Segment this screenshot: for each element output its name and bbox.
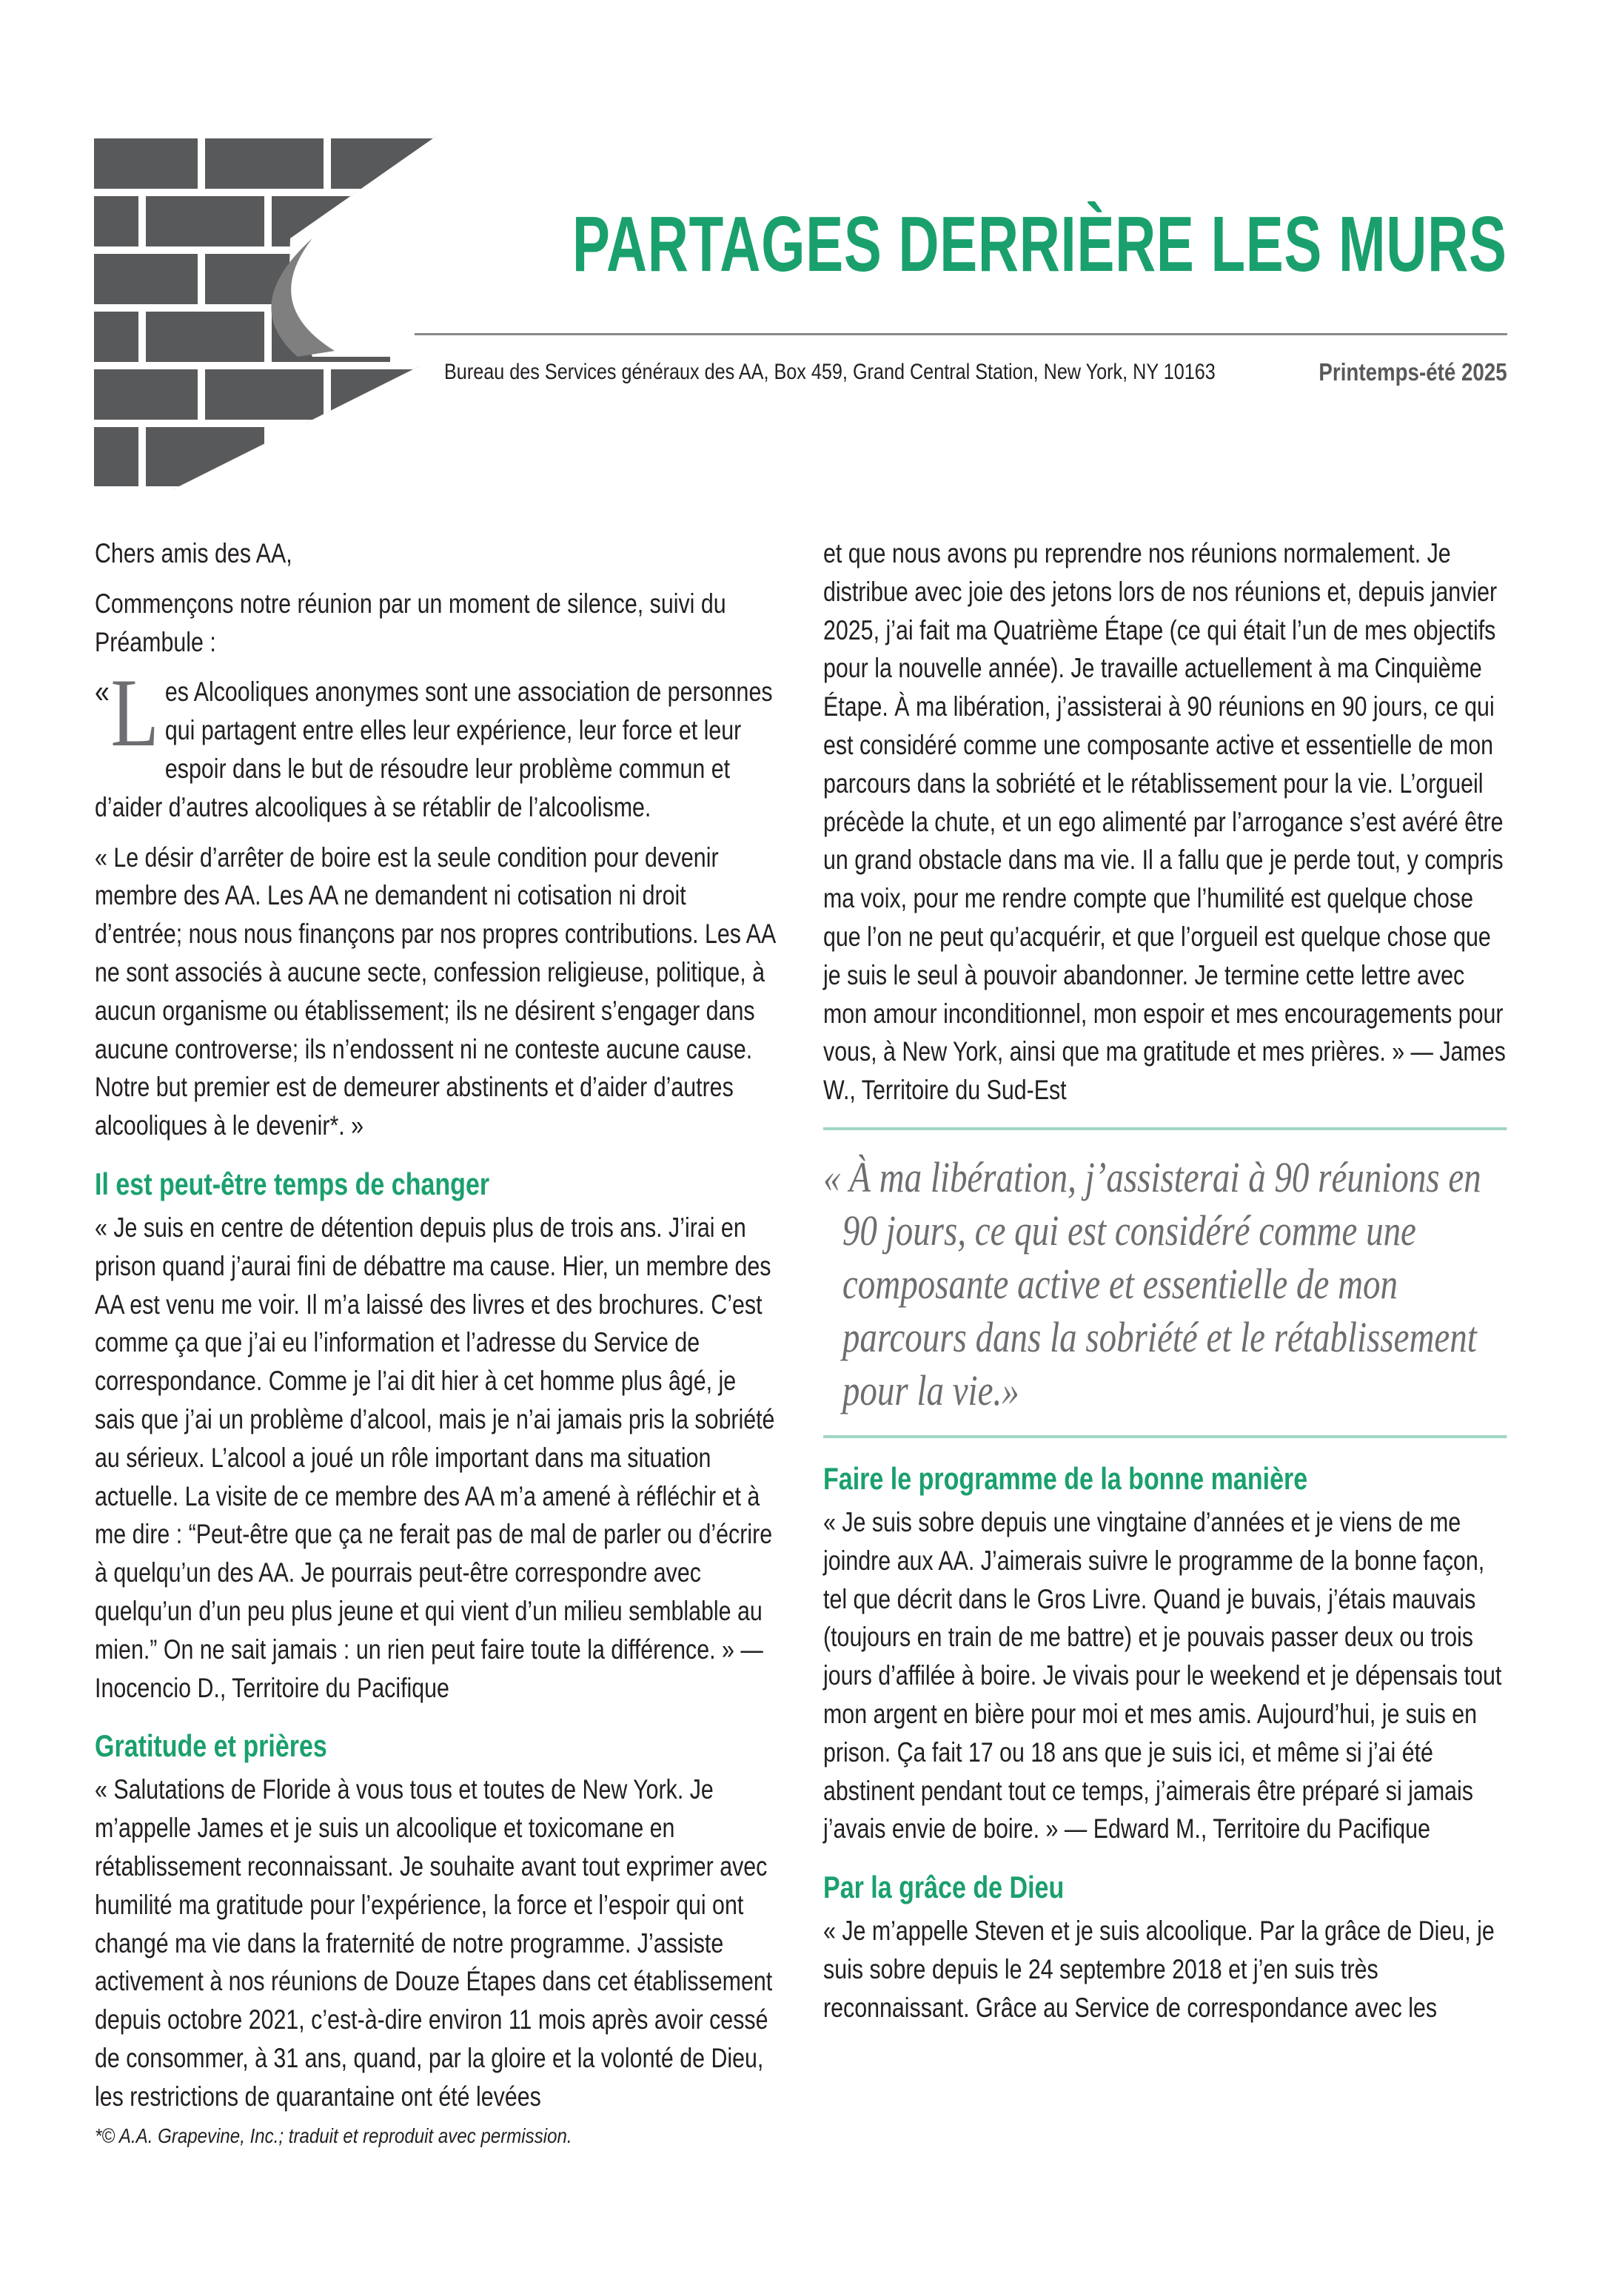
section-body: « Je suis sobre depuis une vingtaine d’années et je viens de me joindre aux AA. J’aimerais suivre le programme de la bonne façon, tel que décrit dans le Gros Livre. Quand je buvais, j’étais mauvais (toujours en train de me battre) et je pouvais passer deux ou trois jours d’affilée à boire. Je vivais pour le weekend et je dépensais tout mon argent en bière pour moi et mes amis. Aujourd’hui, je suis en prison. Ça fait 17 ou 18 ans que je suis ici, et même si j’ai été abstinent pendant tout ce temps, j’aimerais être préparé si jamais j’avais envie de boire. » — Edward M., Territoire du Pacifique	[823, 1506, 1502, 1844]
intro-text: Commençons notre réunion par un moment de silence, suivi du Préambule :	[95, 587, 726, 657]
section-heading: Par la grâce de Dieu	[823, 1870, 1065, 1905]
section-heading: Il est peut-être temps de changer	[95, 1166, 490, 1201]
drop-cap: L	[110, 658, 159, 768]
left-column	[95, 534, 779, 2127]
section-heading: Gratitude et prières	[95, 1728, 327, 1764]
section-body: « Salutations de Floride à vous tous et toutes de New York. Je m’appelle James et je suis un alcoolique et toxicomane en rétablissement reconnaissant. Je souhaite avant tout exprimer avec humilité ma gratitude pour l’expérience, la force et l’espoir qui ont changé ma vie dans la fraternité de notre programme. J’assiste activement à nos réunions de Douze Étapes dans cet établissement depuis octobre 2021, c’est-à-dire environ 11 mois après avoir cessé de consommer, à 31 ans, quand, par la gloire et la volonté de Dieu, les restrictions de quarantaine ont été levées	[95, 1773, 773, 2112]
pull-quote: « À ma libération, j’assisterai à 90 réunions en 90 jours, ce qui est considéré comme une composante active et essentielle de mon parcours dans la sobriété et le rétablissement pour la vie.»	[823, 1152, 1481, 1414]
header-divider	[415, 333, 1507, 335]
section-body: « Je m’appelle Steven et je suis alcoolique. Par la grâce de Dieu, je suis sobre depuis le 24 septembre 2018 et j’en suis très reconnaissant. Grâce au Service de correspondance avec les	[823, 1915, 1495, 2023]
newsletter-title: PARTAGES DERRIÈRE LES MURS	[572, 201, 1507, 288]
publisher-address: Bureau des Services généraux des AA, Box 459, Grand Central Station, New York, NY 10163	[444, 360, 1216, 384]
preamble-paragraph-2: « Le désir d’arrêter de boire est la seule condition pour devenir membre des AA. Les AA ne demandent ni cotisation ni droit d’entrée; nous nous finançons par nos propres contributions. Les AA ne sont associés à aucune secte, confession religieuse, politique, à aucun organisme ou établissement; ils ne désirent s’engager dans aucune controverse; ils n’endossent ni ne conteste aucune cause. Notre but premier est de demeurer abstinents et d’aider d’autres alcooliques à le devenir*. »	[95, 841, 775, 1141]
salutation: Chers amis des AA,	[95, 537, 292, 568]
pull-quote-top-rule	[823, 1127, 1507, 1130]
copyright-footnote: *© A.A. Grapevine, Inc.; traduit et reproduit avec permission.	[95, 2124, 572, 2147]
preamble-text: es Alcooliques anonymes sont une association de personnes qui partagent entre elles leur expérience, leur force et leur espoir dans le but de résoudre leur problème commun et d’aider d’autres alcooliques à se rétablir de l’alcoolisme.	[95, 676, 773, 822]
section-body: « Je suis en centre de détention depuis plus de trois ans. J’irai en prison quand j’aurai fini de débattre ma cause. Hier, un membre des AA est venu me voir. Il m’a laissé des livres et des brochures. C’est comme ça que j’ai eu l’information et l’adresse du Service de correspondance. Comme je l’ai dit hier à cet homme plus âgé, je sais que j’ai un problème d’alcool, mais je n’ai jamais pris la sobriété au sérieux. L’alcool a joué un rôle important dans ma situation actuelle. La visite de ce membre des AA m’a amené à réfléchir et à me dire : “Peut-être que ça ne ferait pas de mal de parler ou d’écrire à quelqu’un des AA. Je pourrais peut-être correspondre avec quelqu’un d’un peu plus jeune et qui vient d’un milieu semblable au mien.” On ne sait jamais : un rien peut faire toute la différence. » — Inocencio D., Territoire du Pacifique	[95, 1211, 775, 1703]
right-column	[823, 534, 1507, 2039]
pull-quote-bottom-rule	[823, 1435, 1507, 1438]
letter-continuation: et que nous avons pu reprendre nos réunions normalement. Je distribue avec joie des jetons lors de nos réunions et, depuis janvier 2025, j’ai fait ma Quatrième Étape (ce qui était l’un de mes objectifs pour la nouvelle année). Je travaille actuellement à ma Cinquième Étape. À ma libération, j’assisterai à 90 réunions en 90 jours, ce qui est considéré comme une composante active et essentielle de mon parcours dans la sobriété et le rétablissement pour la vie. L’orgueil précède la chute, et un ego alimenté par l’arrogance s’est avéré être un grand obstacle dans ma vie. Il a fallu que je perde tout, y compris ma voix, pour me rendre compte que l’humilité est quelque chose que l’on ne peut qu’acquérir, et que l’orgueil est quelque chose que je suis le seul à pouvoir abandonner. Je termine cette lettre avec mon amour inconditionnel, mon espoir et mes encouragements pour vous, à New York, ainsi que ma gratitude et mes prières. » — James W., Territoire du Sud-Est	[823, 537, 1506, 1106]
brick-wall-logo	[90, 135, 446, 490]
open-quote-mark: «	[95, 674, 110, 711]
section-heading: Faire le programme de la bonne manière	[823, 1460, 1308, 1496]
issue-date: Printemps-été 2025	[1318, 358, 1507, 386]
preamble-paragraph-1	[95, 658, 778, 826]
